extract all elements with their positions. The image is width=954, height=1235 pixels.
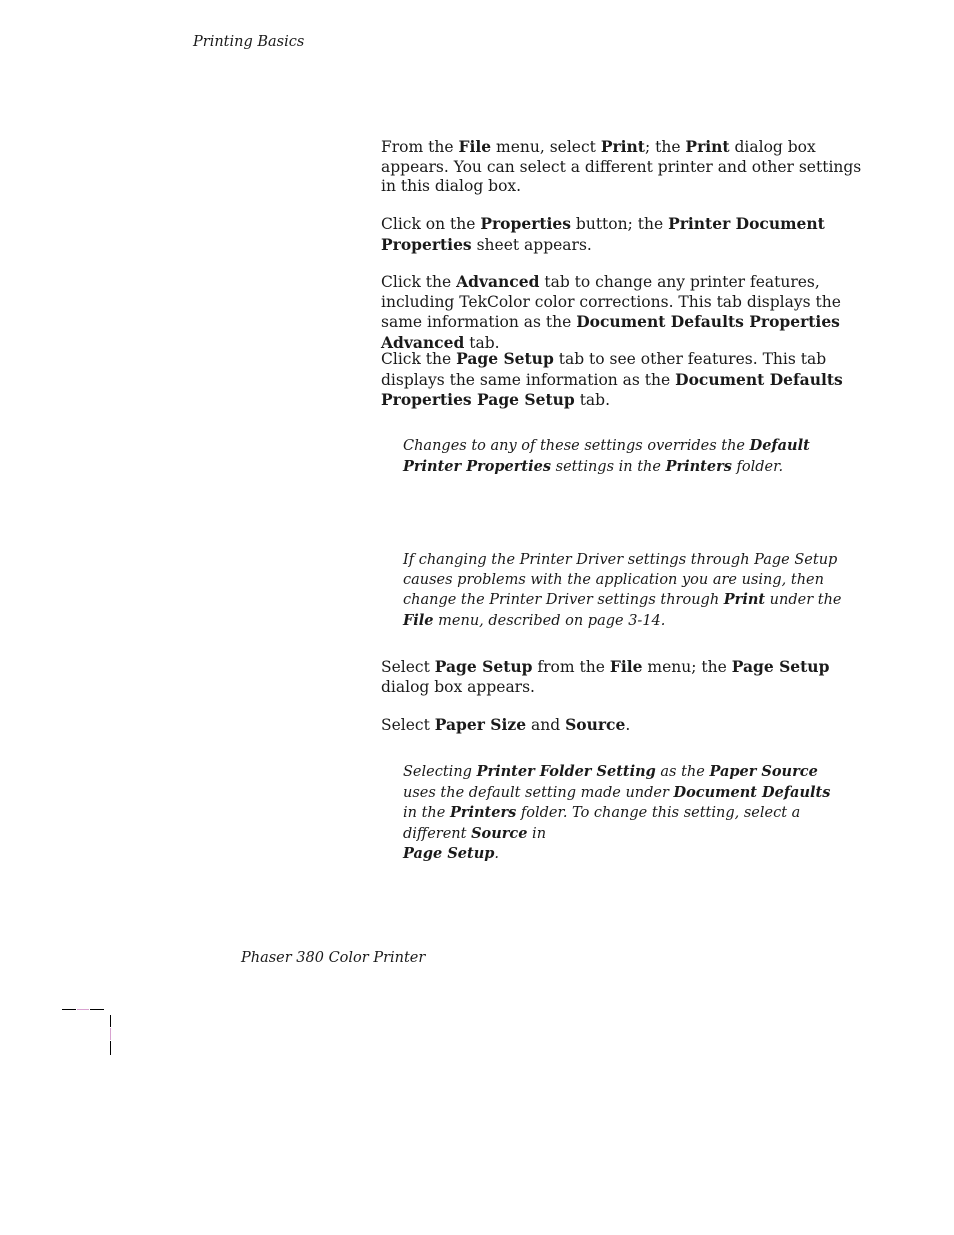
paragraph-select-page-setup: Select Page Setup from the File menu; the Page Setup dialog box appears. — [381, 657, 830, 696]
crop-mark-vertical-pink — [110, 1028, 111, 1040]
crop-mark-horizontal — [90, 1009, 104, 1010]
note-printer-driver-settings: If changing the Printer Driver settings through Page Setup causes problems with the application you are using, then change the Printer Driver settings through Print under the File menu, described on page 3-14. — [403, 552, 842, 629]
paragraph-paper-size-source: Select Paper Size and Source. — [381, 715, 631, 734]
crop-mark-vertical — [110, 1041, 111, 1055]
page-footer: Phaser 380 Color Printer — [241, 950, 426, 966]
crop-mark-horizontal — [62, 1009, 76, 1010]
running-head: Printing Basics — [193, 34, 305, 50]
crop-mark-horizontal-pink — [77, 1009, 89, 1010]
paragraph-print-dialog: From the File menu, select Print; the Print dialog box appears. You can select a different printer and other settings in this dialog box. — [381, 137, 862, 195]
crop-mark-vertical — [110, 1015, 111, 1027]
paragraph-properties-button: Click on the Properties button; the Printer Document Properties sheet appears. — [381, 214, 825, 254]
note-printer-folder-setting: Selecting Printer Folder Setting as the Paper Source uses the default setting made under Document Defaults in the Printers folder. To change this setting, select a different Source in Page Setup. — [403, 763, 831, 862]
paragraph-advanced-tab: Click the Advanced tab to change any printer features, including TekColor color corrections. This tab displays the same information as the Document Defaults Properties Advanced tab. — [381, 272, 841, 352]
paragraph-page-setup-tab: Click the Page Setup tab to see other features. This tab displays the same information as the Document Defaults Properties Page Setup tab. — [381, 349, 843, 409]
note-default-printer-properties: Changes to any of these settings overrides the Default Printer Properties settings in the Printers folder. — [403, 437, 810, 475]
